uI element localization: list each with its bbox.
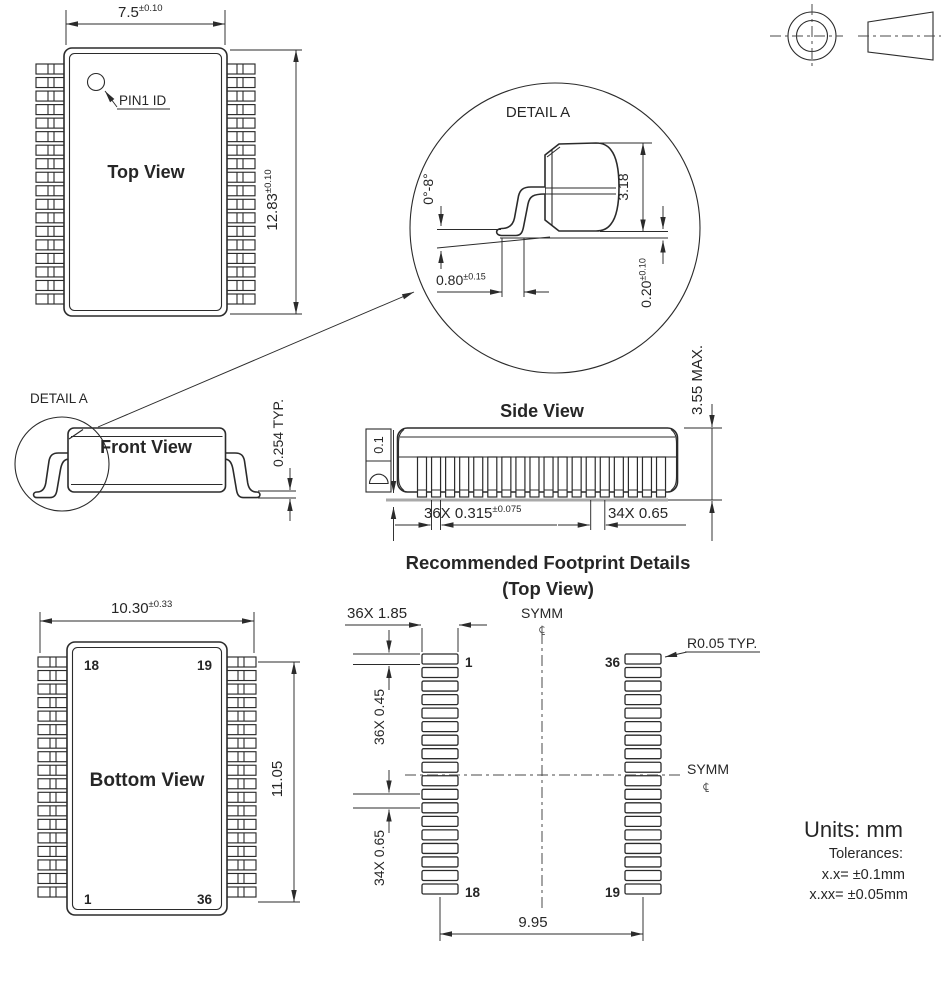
dim-body-thickness: 3.18 <box>615 173 631 201</box>
dim-pad-pitch: 34X 0.65 <box>371 829 387 887</box>
flatness-control-frame <box>366 429 391 492</box>
dim-foot-length: $0.80^{\pm 0.15}$ <box>436 271 486 288</box>
dim-lead-angle: 0°-8° <box>420 173 436 205</box>
pad-1-label: 1 <box>465 655 473 670</box>
pad-19-label: 19 <box>604 885 620 900</box>
dim-lead-thickness: 0.254 TYP. <box>270 399 286 467</box>
dim-pad-corner-radius: R0.05 TYP. <box>687 635 758 651</box>
tolerance-note-1: x.x= ±0.1mm <box>821 867 905 883</box>
dim-top-height: $12.83^{\pm 0.10}$ <box>263 169 281 231</box>
footprint-title-line2: (Top View) <box>502 578 594 599</box>
footprint-view <box>345 552 760 941</box>
detail-a-body <box>545 143 619 231</box>
detail-a-title: DETAIL A <box>505 104 571 121</box>
footprint-symm-top-label: SYMM <box>521 605 563 621</box>
flatness-value: 0.1 <box>372 436 386 454</box>
dim-lead-width: 36X $0.315^{\pm 0.075}$ <box>424 504 522 522</box>
bottom-view-title: Bottom View <box>89 770 205 791</box>
detail-a-lead <box>497 187 545 236</box>
centerline-symbol-right <box>704 783 709 792</box>
footprint-title-line1: Recommended Footprint Details <box>405 552 691 573</box>
footprint-left-pads <box>422 654 458 894</box>
bottom-view <box>38 599 300 915</box>
pin1-id-label: PIN1 ID <box>119 93 167 108</box>
footprint-right-pads <box>625 654 661 894</box>
pad-18-label: 18 <box>465 885 481 900</box>
front-view <box>15 391 296 521</box>
dim-lead-span: 11.05 <box>269 760 286 798</box>
side-view-title: Side View <box>500 401 584 421</box>
top-view <box>36 3 302 316</box>
bottom-pin-36-label: 36 <box>196 892 212 907</box>
centerline-symbol-top <box>540 626 545 635</box>
projection-cone-symbol <box>858 12 941 60</box>
dim-package-height: 3.55 MAX. <box>689 344 706 416</box>
detail-a-view <box>410 83 700 373</box>
top-view-body <box>64 48 227 316</box>
top-view-right-pins <box>226 64 255 304</box>
footprint-symm-right-label: SYMM <box>687 761 729 777</box>
dim-pad-width: 36X 0.45 <box>371 688 387 746</box>
notes-block <box>804 817 908 903</box>
bottom-pin-1-label: 1 <box>84 892 92 907</box>
bottom-pin-18-label: 18 <box>84 658 100 673</box>
bottom-view-left-pins <box>38 657 67 897</box>
flatness-symbol-icon <box>370 474 389 483</box>
top-view-left-pins <box>36 64 65 304</box>
dim-pad-span: 9.95 <box>518 914 548 931</box>
front-view-detail-callout: DETAIL A <box>30 391 88 406</box>
pad-36-label: 36 <box>604 655 620 670</box>
front-view-title: Front View <box>100 437 192 457</box>
dim-lead-pitch: 34X 0.65 <box>608 505 669 522</box>
front-view-left-lead <box>34 453 68 498</box>
top-view-title: Top View <box>107 162 185 182</box>
tolerances-title: Tolerances: <box>828 846 903 862</box>
dim-standoff: $0.20^{\pm 0.10}$ <box>637 258 654 308</box>
dim-top-width: $7.5^{\pm 0.10}$ <box>118 3 163 21</box>
third-angle-projection-symbol <box>770 4 941 68</box>
bottom-view-right-pins <box>227 657 256 897</box>
dim-pad-length: 36X 1.85 <box>347 605 408 622</box>
dim-bottom-width: $10.30^{\pm 0.33}$ <box>111 599 173 617</box>
front-view-right-lead <box>226 453 260 498</box>
side-view <box>366 345 722 541</box>
units-note: Units: mm <box>804 817 903 842</box>
tolerance-note-2: x.xx= ±0.05mm <box>809 887 908 903</box>
bottom-pin-19-label: 19 <box>196 658 212 673</box>
